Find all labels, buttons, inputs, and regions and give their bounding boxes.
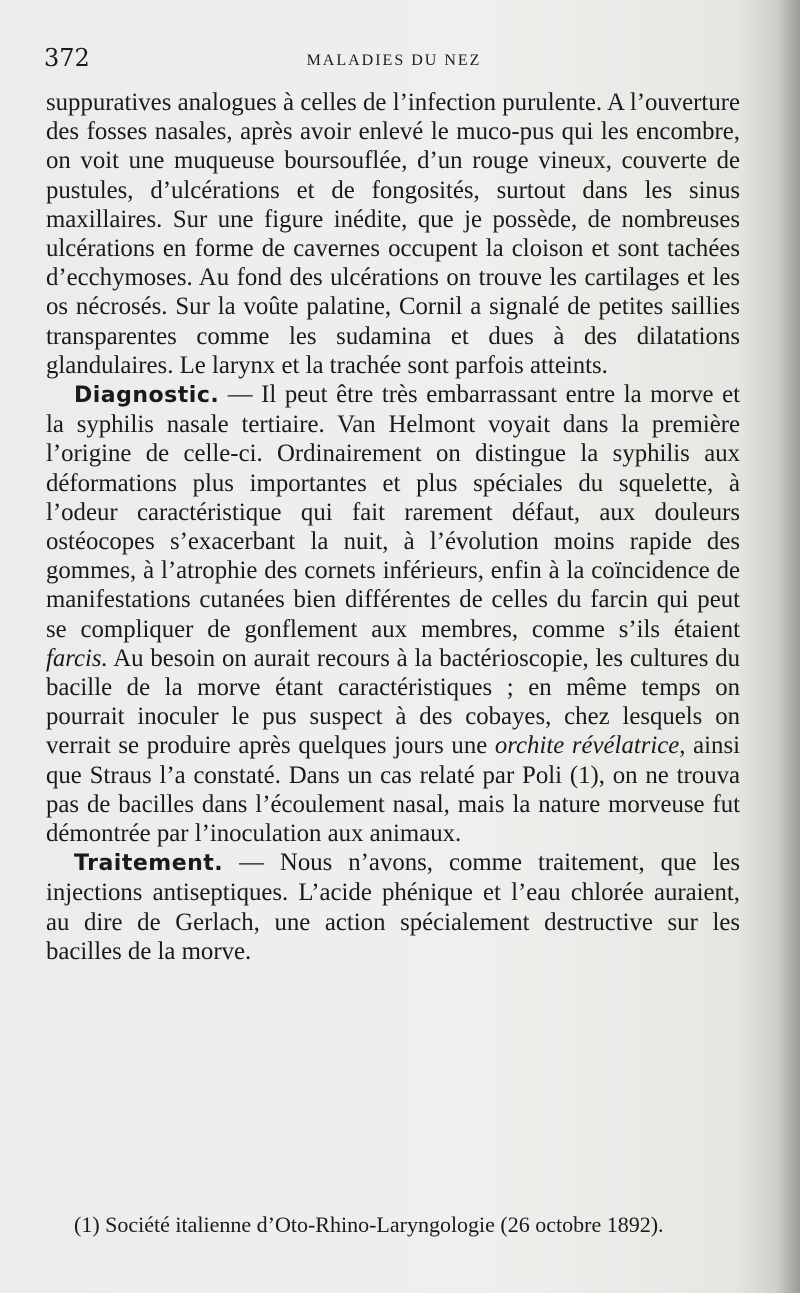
paragraph-treatment xyxy=(46,848,740,966)
paragraph-symptoms: suppuratives analogues à celles de l’infection purulente. A l’ouverture des fosses nasales, après avoir enlevé le muco-pus qui les encombre, on voit une muqueuse boursouflée, d’un rouge vineux, couverte de pustules, d’ulcérations et de fongosités, surtout dans les sinus maxillaires. Sur une figure inédite, que je possède, de nombreuses ulcérations en forme de cavernes occupent la cloison et sont tachées d’ecchymoses. Au fond des ulcérations on trouve les cartilages et les os nécrosés. Sur la voûte palatine, Cornil a signalé de petites saillies transparentes comme les sudamina et dues à des dilatations glandulaires. Le larynx et la trachée sont parfois atteints. xyxy=(46,89,740,379)
section-heading-diagnostic: Diagnostic. xyxy=(74,383,220,409)
italic-term-farcis: farcis. xyxy=(46,644,108,672)
body-text xyxy=(46,88,740,966)
footnote-text: (1) Société italienne d’Oto-Rhino-Laryngologie (26 octobre 1892). xyxy=(74,1212,664,1237)
diagnostic-text-3: , ainsi que Straus l’a constaté. Dans un cas relaté par Poli (1), on ne trouva pas de bacilles dans l’écoulement nasal, mais la nature morveuse fut démontrée par l’inoculation aux animaux. xyxy=(46,732,740,848)
section-heading-treatment: Traitement. xyxy=(74,851,224,877)
diagnostic-text-2: Au besoin on aurait recours à la bactérioscopie, les cultures du bacille de la morve étant caractéristiques ; en même temps on pourrait inoculer le pus suspect à des cobayes, chez lesquels on verrait se produire après quelques jours une xyxy=(46,644,740,760)
diagnostic-text-1: — Il peut être très embarrassant entre la morve et la syphilis nasale tertiaire. Van Helmont voyait dans la première l’origine de celle-ci. Ordinairement on distingue la syphilis aux déformations plus importantes et plus spéciales du squelette, à l’odeur caractéristique qui fait rarement défaut, aux douleurs ostéocopes s’exacerbant la nuit, à l’évolution moins rapide des gommes, à l’atrophie des cornets inférieurs, enfin à la coïncidence de manifestations cutanées bien différentes de celles du farcin qui peut se compliquer de gonflement aux membres, comme s’ils étaient xyxy=(46,381,740,643)
treatment-text: — Nous n’avons, comme traitement, que les injections antiseptiques. L’acide phénique et l’eau chlorée auraient, au dire de Gerlach, une action spécialement destructive sur les bacilles de la morve. xyxy=(46,849,740,965)
italic-term-orchite: orchite révélatrice xyxy=(494,732,680,760)
paragraph-diagnostic xyxy=(46,380,740,848)
page-header xyxy=(44,40,744,76)
running-title: MALADIES DU NEZ xyxy=(306,52,482,69)
page-number: 372 xyxy=(44,44,90,72)
footnote xyxy=(46,1212,740,1238)
